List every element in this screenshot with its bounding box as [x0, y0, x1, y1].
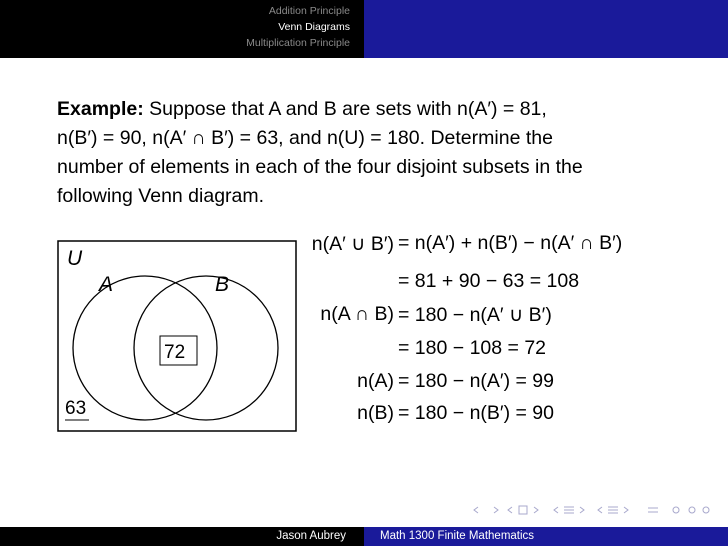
nav-section-icon[interactable]	[564, 507, 574, 513]
nav-subsection-icon[interactable]	[608, 507, 618, 513]
beamer-nav-symbols	[466, 503, 716, 517]
equation-row	[290, 303, 710, 335]
nav-item-addition-principle[interactable]: Addition Principle	[268, 5, 350, 17]
footer-author: Jason Aubrey	[0, 527, 364, 546]
nav-prev-subsection-icon[interactable]	[508, 507, 512, 513]
nav-forward-icon[interactable]	[703, 507, 709, 513]
set-b-circle	[134, 276, 278, 420]
nav-item-venn-diagrams[interactable]: Venn Diagrams	[278, 21, 350, 33]
equation-rhs: = 180 − n(A′) = 99	[398, 370, 554, 392]
equation-rhs: = 180 − n(B′) = 90	[398, 402, 554, 424]
problem-line-3: number of elements in each of the four disjoint subsets in the	[57, 156, 583, 178]
nav-next-section-icon[interactable]	[580, 507, 584, 513]
header-blue-panel	[364, 0, 728, 58]
nav-item-multiplication-principle[interactable]: Multiplication Principle	[246, 37, 350, 49]
example-lead: Example:	[57, 98, 144, 120]
nav-next-frame-icon[interactable]	[494, 507, 498, 513]
nav-next-subsec-icon[interactable]	[624, 507, 628, 513]
set-a-label: A	[99, 273, 114, 296]
nav-back-icon[interactable]	[673, 507, 679, 513]
equation-lhs: n(A)	[357, 370, 394, 392]
equation-row	[290, 270, 710, 302]
header-bar	[0, 0, 728, 58]
outside-value: 63	[65, 398, 87, 419]
problem-text-1: Suppose that A and B are sets with n(A′) = 81,	[143, 98, 547, 120]
equation-rhs: = 180 − 108 = 72	[398, 337, 547, 359]
nav-prev-section-icon[interactable]	[554, 507, 558, 513]
example-problem	[57, 95, 677, 211]
equation-row	[290, 370, 710, 402]
universe-label: U	[67, 247, 83, 270]
equation-rhs: = 81 + 90 − 63 = 108	[398, 270, 580, 292]
section-nav-list	[246, 3, 350, 51]
equation-rhs: = 180 − n(A′ ∪ B′)	[398, 304, 552, 326]
equation-lhs: n(A ∩ B)	[320, 303, 394, 325]
nav-next-subsection-icon[interactable]	[534, 507, 538, 513]
equation-rhs: = n(A′) + n(B′) − n(A′ ∩ B′)	[398, 232, 623, 254]
problem-line-4: following Venn diagram.	[57, 185, 265, 207]
nav-align-icon[interactable]	[648, 508, 658, 512]
set-b-label: B	[215, 273, 230, 296]
venn-diagram	[57, 240, 307, 435]
set-a-circle	[73, 276, 217, 420]
equation-row	[290, 402, 710, 434]
equation-lhs: n(A′ ∪ B′)	[311, 233, 394, 255]
problem-line-1	[57, 95, 677, 124]
equation-lhs: n(B)	[357, 402, 394, 424]
equation-row	[290, 232, 710, 264]
intersection-value: 72	[164, 342, 186, 363]
footer-course: Math 1300 Finite Mathematics	[364, 527, 728, 546]
nav-search-icon[interactable]	[689, 507, 695, 513]
header-section-nav	[0, 0, 364, 58]
nav-prev-subsec-icon[interactable]	[598, 507, 602, 513]
footer-bar	[0, 527, 728, 546]
nav-frame-icon[interactable]	[519, 506, 527, 514]
problem-line-2: n(B′) = 90, n(A′ ∩ B′) = 63, and n(U) = 180. Determine the	[57, 127, 553, 149]
equation-row	[290, 337, 710, 369]
nav-prev-frame-icon[interactable]	[474, 507, 478, 513]
